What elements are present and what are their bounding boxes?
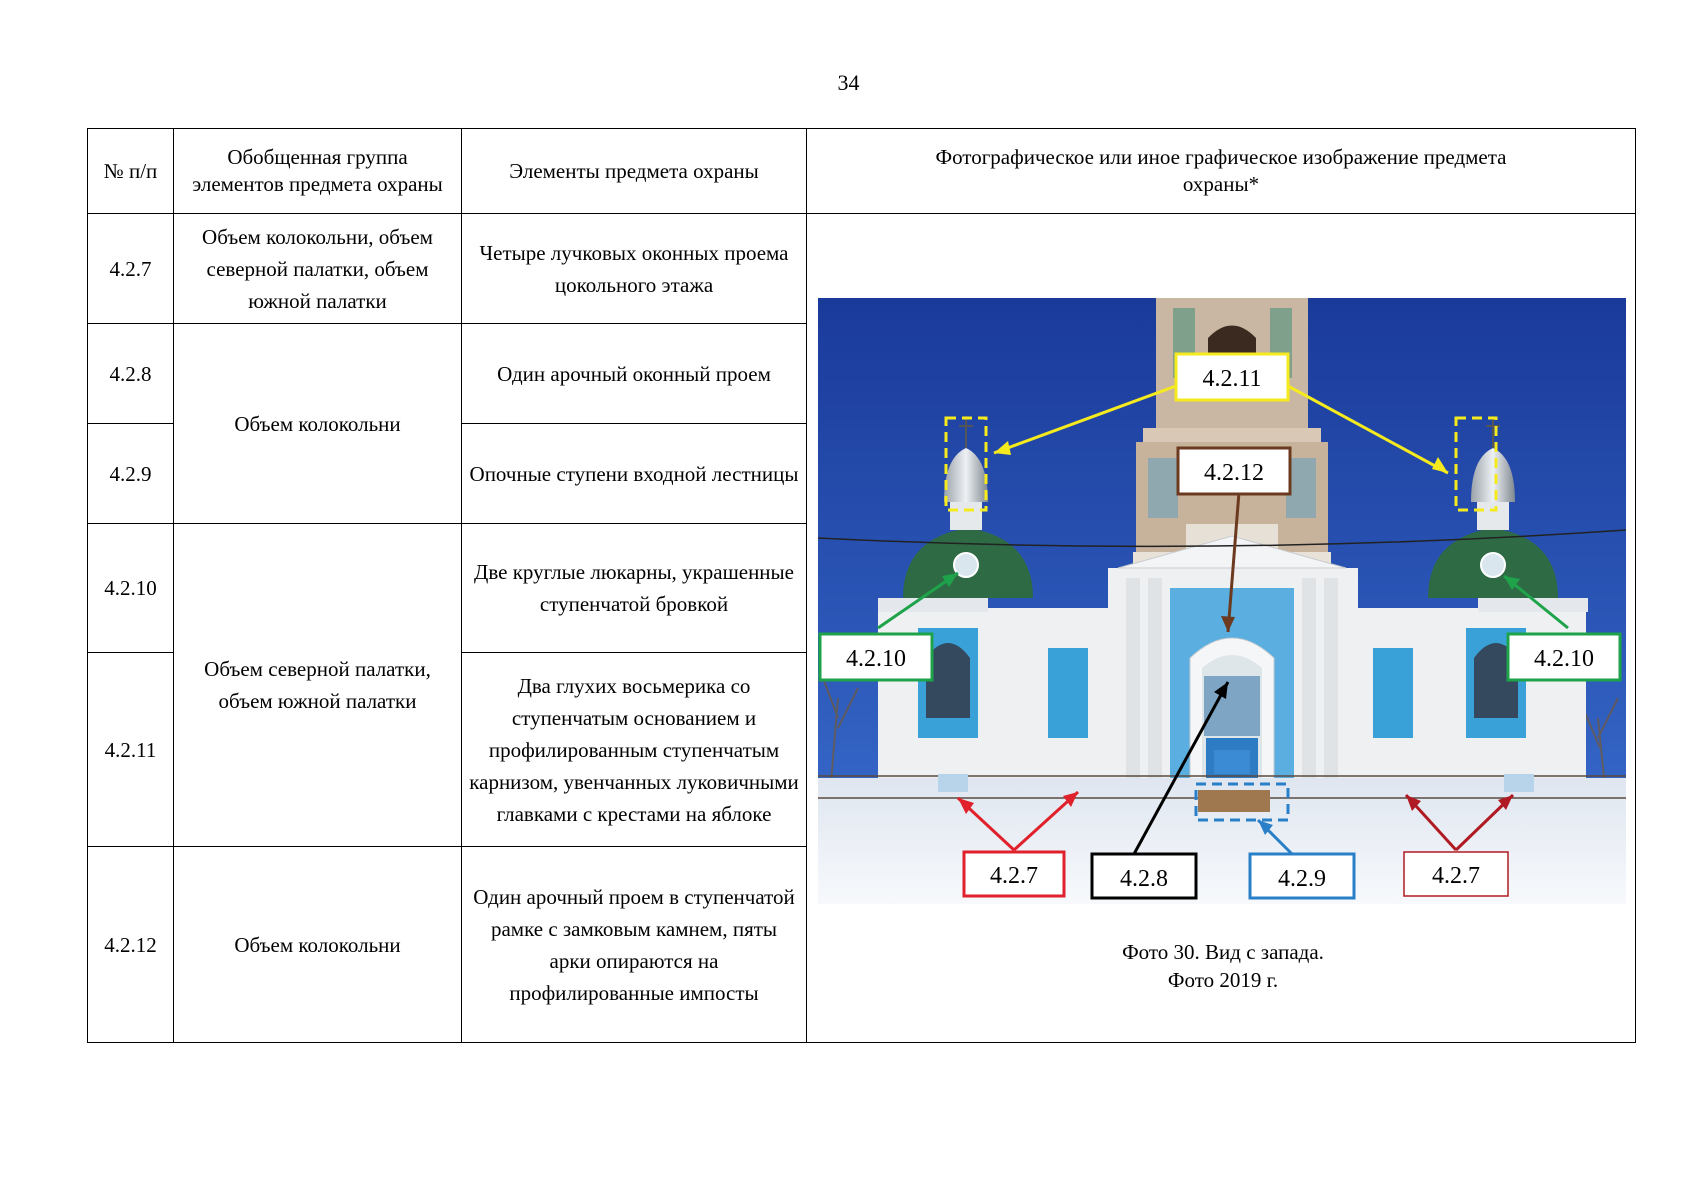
- label-4-2-10-right: 4.2.10: [1534, 646, 1594, 672]
- row-num: 4.2.7: [88, 214, 174, 324]
- entrance-steps: [1198, 790, 1270, 812]
- label-4-2-7-left: 4.2.7: [990, 863, 1038, 889]
- header-num: № п/п: [88, 129, 174, 214]
- row-element: Опочные ступени входной лестницы: [462, 424, 807, 524]
- row-num: 4.2.10: [88, 524, 174, 653]
- row-num: 4.2.9: [88, 424, 174, 524]
- table-header-row: [88, 129, 1636, 214]
- church-photo: [818, 298, 1626, 904]
- label-4-2-10-left: 4.2.10: [846, 646, 906, 672]
- row-num: 4.2.11: [88, 653, 174, 847]
- header-group: Обобщенная группа элементов предмета охраны: [174, 129, 462, 214]
- table-row: [88, 214, 1636, 324]
- header-elements: Элементы предмета охраны: [462, 129, 807, 214]
- basement-window: [938, 774, 968, 792]
- row-element: Два глухих восьмерика со ступенчатым основанием и профилированным ступенчатым карнизом, увенчанных луковичными главками с крестами на яблоке: [462, 653, 807, 847]
- caption-line-2: Фото 2019 г.: [1167, 968, 1279, 992]
- header-photo: Фотографическое или иное графическое изображение предмета охраны*: [807, 129, 1636, 214]
- row-num: 4.2.12: [88, 847, 174, 1043]
- row-group: Объем северной палатки, объем южной палатки: [174, 524, 462, 847]
- row-group: Объем колокольни, объем северной палатки, объем южной палатки: [174, 214, 462, 324]
- photo-cell: [807, 214, 1636, 1043]
- row-group: Объем колокольни: [174, 847, 462, 1043]
- label-4-2-12: 4.2.12: [1204, 460, 1264, 486]
- row-group: Объем колокольни: [174, 324, 462, 524]
- label-4-2-9: 4.2.9: [1278, 866, 1326, 892]
- row-num: 4.2.8: [88, 324, 174, 424]
- page-number: 34: [837, 70, 860, 95]
- bell-tower: [1133, 298, 1331, 564]
- photo-caption: [807, 938, 1639, 994]
- label-4-2-8: 4.2.8: [1120, 866, 1168, 892]
- church-photo-drawing: [818, 298, 1626, 904]
- row-element: Один арочный проем в ступенчатой рамке с замковым камнем, пяты арки опираются на профилированные импосты: [462, 847, 807, 1043]
- row-element: Четыре лучковых оконных проема цокольного этажа: [462, 214, 807, 324]
- basement-window: [1504, 774, 1534, 792]
- label-4-2-11: 4.2.11: [1202, 366, 1262, 392]
- row-element: Две круглые люкарны, украшенные ступенчатой бровкой: [462, 524, 807, 653]
- label-4-2-7-right: 4.2.7: [1432, 863, 1480, 889]
- row-element: Один арочный оконный проем: [462, 324, 807, 424]
- caption-line-1: Фото 30. Вид с запада.: [1122, 940, 1324, 964]
- protection-table: [87, 128, 1636, 1043]
